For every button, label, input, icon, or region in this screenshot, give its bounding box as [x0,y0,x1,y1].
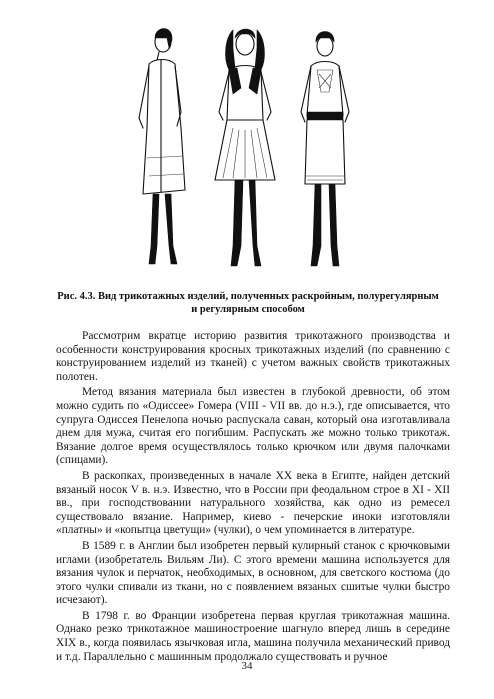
paragraph: Рассмотрим вкратце историю развития трикотажного производства и особенности конструирования кросных трикотажных изделий (по сравнению с конструированием изделий из тканей) с учетом важных свойств трикотажных полотен. [56,330,450,383]
caption-line-2: и регулярным способом [191,304,305,315]
figure-caption [48,290,448,316]
figure-suit [215,29,275,266]
paragraph: В раскопках, произведенных в начале XX века в Египте, найден детский вязаный носок V в. н.э. Известно, что в России при феодальном строе в XI - XII вв., при господствовании натурального хозяйства, как одно из ремесел существовало вязание. Например, киево - печерские иноки изготовляли «платны» и «копытца цветущи» (чулки), о чем упоминается в литературе. [56,469,450,537]
paragraph: В 1589 г. в Англии был изобретен первый кулирный станок с крючковыми иглами (изобретатель Вильям Ли). С этого времени машина используется для вязания чулок и перчаток, необходимых, в основном, для светского костюма (до этого чулки спивали из ткани, но с появлением вязаных сшитые чулки быстро исчезают). [56,539,450,607]
figure-dress [301,32,349,267]
page-number: 34 [241,660,253,672]
paragraph: Метод вязания материала был известен в глубокой древности, об этом можно судить по «Одиссее» Гомера (VIII - VII вв. до н.э.), где описывается, что супруга Одиссея Пенелопа ночью распускала саван, который она изготавливала днем для мужа, считая его погибшим. Распускать же можно только трикотаж. Вязание долгое время осуществлялось только крючком или двумя палочками (спицами). [56,386,450,467]
paragraph: В 1798 г. во Франции изобретена первая круглая трикотажная машина. Однако резко трикотажное машиностроение шагнуло вперед лишь в середине XIX в., когда появилась язычковая игла, машина получила механический привод и т.д. Параллельно с машинным продолжало существовать и ручное [56,609,450,663]
caption-line-1: Рис. 4.3. Вид трикотажных изделий, полученных раскройным, полурегулярным [57,291,439,302]
fashion-figures-illustration [125,8,370,276]
figure-coat [139,29,185,265]
body-text [56,330,450,666]
